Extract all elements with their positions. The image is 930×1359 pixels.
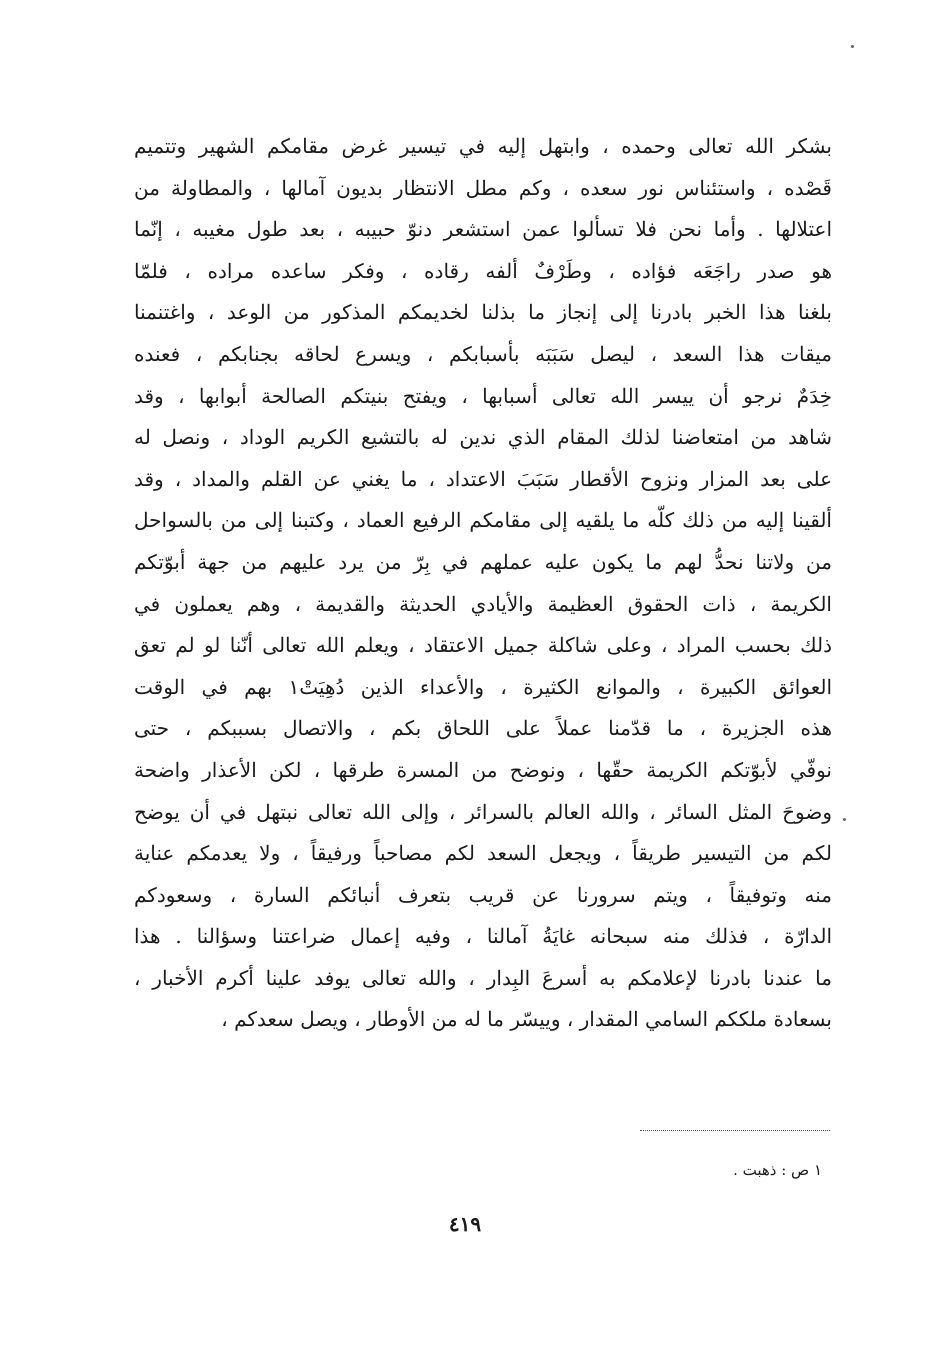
text-line: ما عندنا بادرنا لإعلامكم به أسرعَ البِدار ، والله تعالى يوفد علينا أكرم الأخبار ، [134,965,832,990]
text-line: قَصْده ، واستئناس نور سعده ، وكم مطل الانتظار بديون آمالها ، والمطاولة من [134,175,832,200]
text-line: العوائق الكبيرة ، والموانع الكثيرة ، والأعداء الذين دُهِيَتْ١ بهم في الوقت [134,674,832,699]
page-number: ٤١٩ [448,1212,482,1236]
text-line: من ولاتنا نحدُّ لهم ما يكون عليه عملهم في بِرّ من يرد عليهم من جهة أبوّتكم [134,549,832,574]
text-line: بلغنا هذا الخبر بادرنا إلى إنجاز ما بذلنا لخديمكم المذكور من الوعد ، واغتنمنا [134,300,832,325]
footnote: ١ ص : ذهبت . [733,1161,822,1179]
scan-speck [851,45,854,48]
text-line: اعتلالها . وأما نحن فلا تسألوا عمن استشعر دنوّ حبيبه ، بعد طول مغيبه ، إنّما [134,217,832,242]
text-line: ألقينا إليه من ذلك كلّه ما يلقيه إلى مقامكم الرفيع العماد ، وكتبنا إلى من بالسواحل [134,508,832,533]
text-line: على بعد المزار ونزوح الأقطار سَبَبَ الاعتداد ، ما يغني عن القلم والمداد ، وقد [134,466,832,491]
text-line: الدارّة ، فذلك منه سبحانه غايَةُ آمالنا ، وفيه إعمال ضراعتنا وسؤالنا . هذا [134,924,832,949]
text-line: ذلك بحسب المراد ، وعلى شاكلة جميل الاعتقاد ، ويعلم الله تعالى أنّنا لو لم تعق [134,633,832,658]
text-line: لكم من التيسير طريقاً ، ويجعل السعد لكم مصاحباً ورفيقاً ، ولا يعدمكم عناية [134,841,832,866]
text-line: خِدَمٌ نرجو أن ييسر الله تعالى أسبابها ، ويفتح بنيتكم الصالحة أبوابها ، وقد [134,383,832,408]
scan-speck [843,818,846,821]
text-line: وضوحَ المثل السائر ، والله العالم بالسرائر ، وإلى الله تعالى نبتهل في أن يوضح [134,799,832,824]
text-line: بشكر الله تعالى وحمده ، وابتهل إليه في تيسير غرض مقامكم الشهير وتتميم [134,134,832,158]
text-line: هو صدر راجَعَه فؤاده ، وطَرْفٌ ألفه رقاده ، وفكر ساعده مراده ، فلمّا [134,258,832,283]
text-line: هذه الجزيرة ، ما قدّمنا عملاً على اللحاق بكم ، والاتصال بسببكم ، حتى [134,716,832,741]
text-line: بسعادة ملككم السامي المقدار ، وييسّر ما له من الأوطار ، ويصل سعدكم ، [221,1007,832,1032]
text-line: الكريمة ، ذات الحقوق العظيمة والأيادي الحديثة والقديمة ، وهم يعملون في [134,591,832,616]
text-line: ميقات هذا السعد ، ليصل سَبَبَه بأسبابكم ، ويسرع لحاقه بجنابكم ، فعنده [134,341,832,366]
text-line: منه وتوفيقاً ، ويتم سرورنا عن قريب بتعرف أنبائكم السارة ، وسعودكم [134,882,832,907]
text-line: شاهد من امتعاضنا لذلك المقام الذي ندين له بالتشيع الكريم الوداد ، ونصل له [134,425,832,450]
text-line: نوفّي لأبوّتكم الكريمة حقّها ، ونوضح من المسرة طرقها ، لكن الأعذار واضحة [134,757,832,782]
body-text [134,126,832,1041]
footnote-divider [640,1130,830,1131]
